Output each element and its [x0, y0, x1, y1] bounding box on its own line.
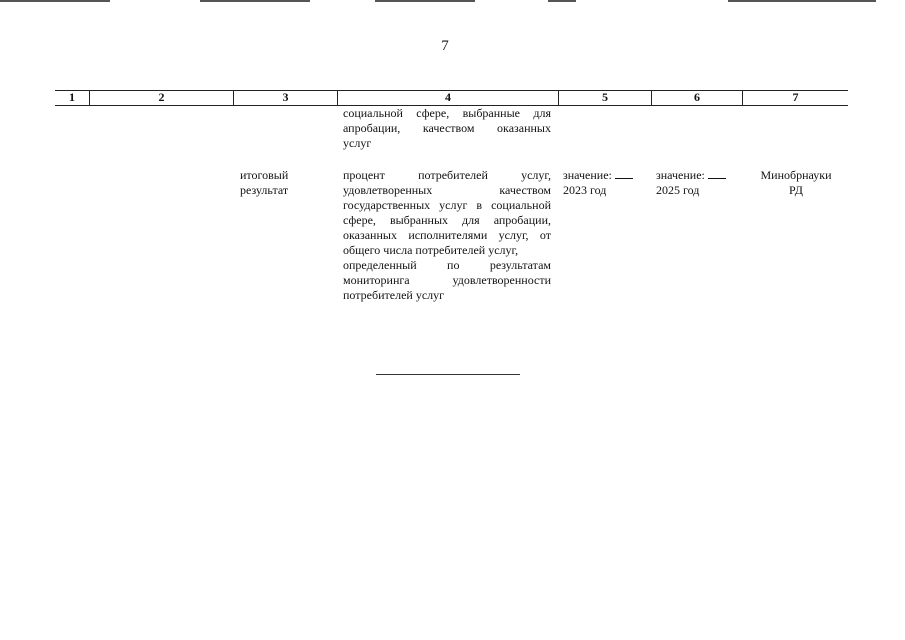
- document-end-rule: [376, 374, 520, 375]
- result-type-line: результат: [240, 183, 289, 197]
- column-header-3: 3: [233, 91, 337, 105]
- indicator-line: общего числа потребителей услуг,: [343, 243, 519, 257]
- baseline-year: 2023 год: [563, 183, 607, 197]
- column-header-1: 1: [69, 90, 75, 104]
- indicator-line: мониторинга удовлетворенности: [343, 273, 551, 287]
- responsible-body-line: РД: [789, 183, 803, 197]
- column-header-6: 6: [651, 91, 742, 105]
- target-value-blank: [708, 168, 726, 179]
- indicator-line: оказанных исполнителями услуг, от: [343, 228, 551, 242]
- baseline-value-label: значение:: [563, 168, 612, 182]
- scan-edge-mark: [0, 0, 110, 2]
- indicator-line: сфере, выбранных для апробации,: [343, 213, 551, 227]
- result-type-cell: [240, 168, 330, 198]
- continuation-text: [343, 106, 551, 151]
- target-year: 2025 год: [656, 183, 700, 197]
- responsible-body-line: Минобрнауки: [760, 168, 832, 182]
- scan-edge-mark: [548, 0, 576, 2]
- scan-edge-mark: [728, 0, 876, 2]
- indicator-line: удовлетворенных качеством: [343, 183, 551, 197]
- baseline-value-cell: [563, 168, 649, 198]
- column-header-2: 2: [89, 91, 233, 105]
- scan-edge-mark: [375, 0, 475, 2]
- target-value-label: значение:: [656, 168, 705, 182]
- responsible-body-cell: [750, 168, 842, 198]
- result-type-line: итоговый: [240, 168, 289, 182]
- column-header-4: 4: [337, 91, 558, 105]
- scan-edge-mark: [200, 0, 310, 2]
- indicator-line: процент потребителей услуг,: [343, 168, 551, 182]
- target-value-cell: [656, 168, 742, 198]
- indicator-line: потребителей услуг: [343, 288, 445, 302]
- indicator-line: определенный по результатам: [343, 258, 551, 272]
- column-header-7: 7: [742, 91, 848, 105]
- baseline-value-blank: [615, 168, 633, 179]
- column-header-5: 5: [558, 91, 651, 105]
- indicator-description-cell: [343, 168, 551, 303]
- page-number: 7: [441, 38, 449, 54]
- continuation-line: услуг: [343, 136, 372, 150]
- continuation-line: социальной сфере, выбранные для: [343, 106, 551, 120]
- table-header-row: [55, 90, 848, 106]
- continuation-line: апробации, качеством оказанных: [343, 121, 551, 135]
- indicator-line: государственных услуг в социальной: [343, 198, 551, 212]
